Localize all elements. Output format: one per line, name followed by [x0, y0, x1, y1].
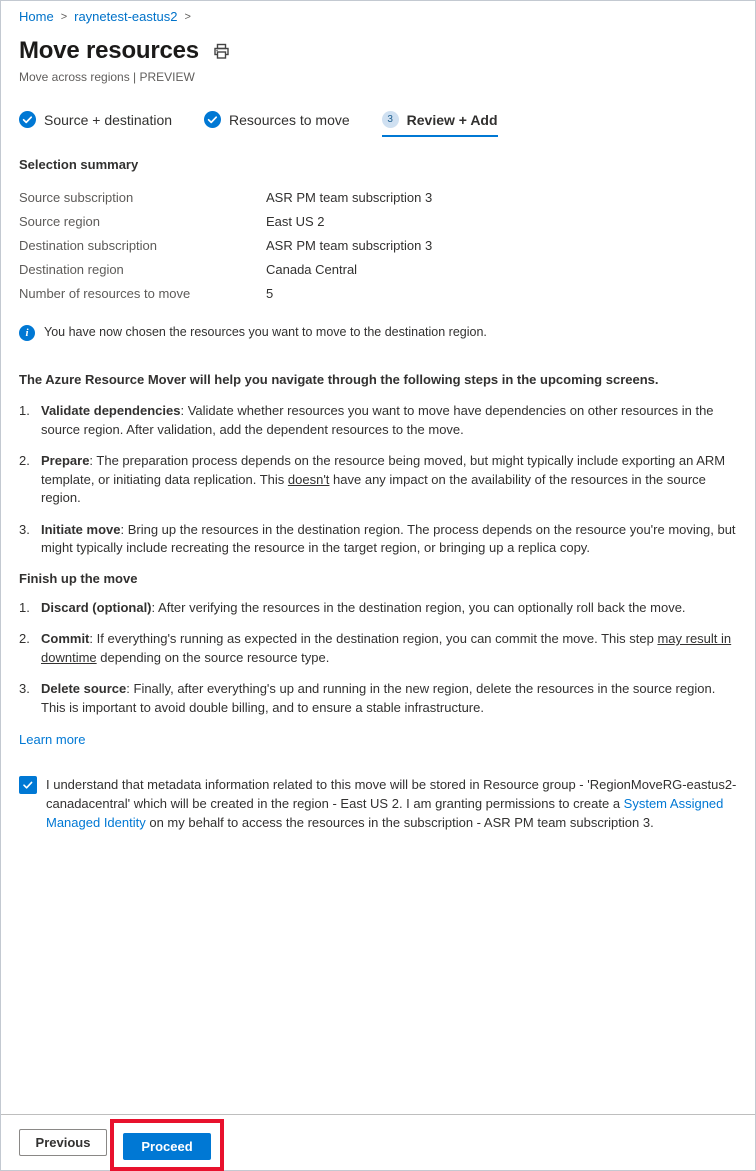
underlined-phrase: doesn't — [287, 471, 330, 487]
info-banner — [19, 325, 737, 341]
breadcrumb-link-resource-group[interactable]: raynetest-eastus2 — [74, 9, 178, 24]
learn-more-link[interactable]: Learn more — [19, 732, 86, 747]
annotation-highlight-box — [110, 1119, 224, 1171]
page-title: Move resources — [19, 37, 199, 64]
breadcrumb-chevron-icon: > — [184, 10, 191, 23]
step-label: Prepare — [41, 453, 90, 468]
tab-label: Review + Add — [406, 111, 498, 128]
step-number-badge: 3 — [382, 111, 399, 128]
summary-row — [19, 185, 737, 209]
list-number: 2. — [19, 631, 30, 646]
tab-resources-to-move[interactable] — [204, 111, 350, 137]
list-item — [19, 630, 737, 667]
step-label: Commit — [41, 631, 90, 646]
list-item — [19, 452, 737, 508]
step-text: have any impact on the availability of the resources in the source region. — [41, 471, 706, 505]
consent-text-after: on my behalf to access the resources in the subscription - ASR PM team subscription 3. — [145, 815, 654, 830]
underlined-phrase: may result in downtime — [41, 631, 732, 665]
summary-label: Source subscription — [19, 189, 134, 205]
list-number: 3. — [19, 521, 30, 537]
list-item — [19, 599, 737, 618]
finish-steps-list — [19, 599, 737, 718]
step-separator: : — [89, 453, 97, 468]
summary-value: Canada Central — [266, 261, 358, 277]
tab-label: Source + destination — [44, 111, 173, 128]
list-item — [19, 402, 737, 439]
step-text: The preparation process depends on the resource being moved, but might typically include exporting an ARM template, or initiating data replication. This — [41, 453, 726, 487]
print-icon[interactable] — [213, 43, 230, 60]
step-separator: : — [89, 631, 97, 646]
tab-label: Resources to move — [229, 111, 350, 128]
upcoming-steps-heading: The Azure Resource Mover will help you navigate through the following steps in the upcoming screens. — [19, 372, 659, 387]
step-separator: : — [126, 681, 134, 696]
summary-row — [19, 257, 737, 281]
summary-label: Destination region — [19, 261, 124, 277]
proceed-button[interactable]: Proceed — [123, 1133, 211, 1160]
summary-value: East US 2 — [266, 213, 325, 229]
check-circle-icon — [204, 111, 221, 128]
consent-checkbox[interactable] — [19, 776, 37, 794]
page-content — [1, 1, 755, 832]
step-label: Delete source — [41, 681, 127, 696]
step-text: Bring up the resources in the destination region. The process depends on the resource you're moving, but might typically include recreating the resource in the target region, or bringing up a replica copy. — [41, 521, 736, 555]
step-separator: : — [151, 599, 159, 615]
summary-label: Destination subscription — [19, 237, 158, 253]
info-icon: i — [19, 325, 35, 341]
step-text: Finally, after everything's up and running in the new region, delete the resources in the source region. This is important to avoid double billing, and to ensure a stable infrastructure. — [41, 681, 716, 715]
summary-row — [19, 281, 737, 305]
selection-summary — [19, 185, 737, 305]
summary-row — [19, 233, 737, 257]
previous-button[interactable]: Previous — [19, 1129, 107, 1156]
wizard-tabs — [19, 111, 737, 137]
consent-text — [46, 775, 737, 832]
list-number: 1. — [19, 599, 30, 615]
check-circle-icon — [19, 111, 36, 128]
selection-summary-heading: Selection summary — [19, 157, 139, 172]
breadcrumb-chevron-icon: > — [60, 10, 68, 23]
list-number: 2. — [19, 453, 30, 468]
footer-bar — [1, 1114, 755, 1170]
tab-source-destination[interactable] — [19, 111, 172, 137]
tab-review-add[interactable] — [382, 111, 498, 137]
consent-row — [19, 775, 737, 832]
list-item — [19, 521, 737, 558]
step-label: Initiate move — [41, 521, 121, 537]
page-subtitle: Move across regions | PREVIEW — [19, 70, 195, 84]
list-item — [19, 680, 737, 717]
page-header — [19, 37, 737, 65]
step-text: Validate whether resources you want to move have dependencies on other resources in the source region. After validation, add the dependent resources to the move. — [41, 403, 714, 437]
managed-identity-link[interactable]: System Assigned Managed Identity — [46, 796, 724, 830]
step-text: After verifying the resources in the destination region, you can optionally roll back the move. — [158, 599, 686, 615]
summary-label: Number of resources to move — [19, 285, 191, 301]
breadcrumb — [19, 9, 737, 24]
breadcrumb-link-home[interactable]: Home — [19, 9, 54, 24]
list-number: 1. — [19, 403, 30, 418]
summary-value: 5 — [266, 285, 274, 301]
list-number: 3. — [19, 681, 30, 696]
summary-value: ASR PM team subscription 3 — [266, 189, 433, 205]
consent-text-before: I understand that metadata information related to this move will be stored in Resource group - 'RegionMoveRG-eastus2-canadacentral' which will be created in the region - East US 2. I am granting permissions to create a — [46, 777, 737, 811]
step-label: Discard (optional) — [41, 599, 152, 615]
step-text: depending on the source resource type. — [96, 649, 330, 665]
step-separator: : — [180, 403, 188, 418]
finish-up-heading: Finish up the move — [19, 570, 138, 586]
info-text: You have now chosen the resources you want to move to the destination region. — [44, 325, 487, 339]
step-text: If everything's running as expected in the destination region, you can commit the move. This step — [96, 631, 658, 646]
step-separator: : — [120, 521, 128, 537]
summary-row — [19, 209, 737, 233]
summary-value: ASR PM team subscription 3 — [266, 237, 433, 253]
summary-label: Source region — [19, 213, 100, 229]
step-label: Validate dependencies — [41, 403, 181, 418]
upcoming-steps-list — [19, 402, 737, 558]
